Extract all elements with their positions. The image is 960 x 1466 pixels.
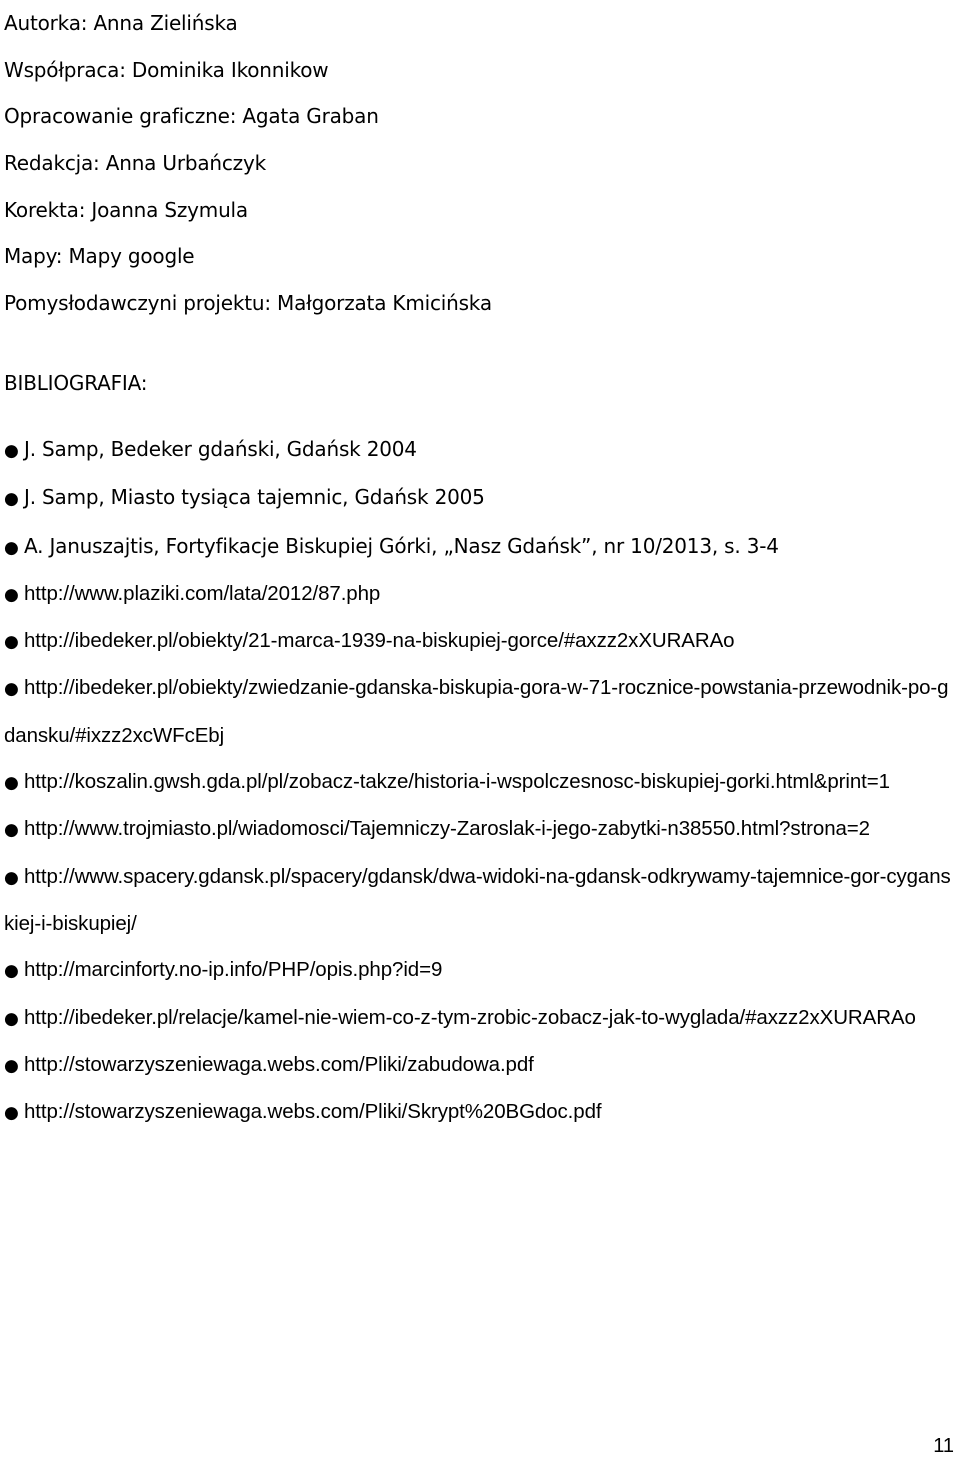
bibliography-item — [4, 854, 954, 948]
bibliography-url[interactable]: http://koszalin.gwsh.gda.pl/pl/zobacz-takze/historia-i-wspolczesnosc-biskupiej-gorki.html&print=1 — [24, 770, 890, 794]
bullet-icon: ● — [4, 441, 19, 461]
credit-maps: Mapy: Mapy google — [4, 244, 195, 269]
bullet-icon: ● — [4, 961, 19, 982]
bullet-icon: ● — [4, 1103, 19, 1124]
bibliography-item — [4, 523, 954, 571]
credit-author: Autorka: Anna Zielińska — [4, 11, 238, 35]
bibliography-entry-text: J. Samp, Bedeker gdański, Gdańsk 2004 — [24, 437, 417, 461]
bullet-icon: ● — [4, 820, 19, 841]
bullet-icon: ● — [4, 867, 19, 888]
credit-collaboration: Współpraca: Dominika Ikonnikow — [4, 57, 329, 82]
bibliography-item — [4, 995, 954, 1042]
bibliography-item — [4, 618, 954, 665]
bibliography-url[interactable]: http://www.spacery.gdansk.pl/spacery/gdansk/dwa-widoki-na-gdansk-odkrywamy-tajemnice-gor-cyganskiej-i-biskupiej/ — [4, 864, 951, 935]
bibliography-url[interactable]: http://ibedeker.pl/obiekty/21-marca-1939-na-biskupiej-gorce/#axzz2xXURARAo — [24, 629, 735, 653]
bibliography-item — [4, 806, 954, 853]
bullet-icon: ● — [4, 537, 19, 558]
bibliography-heading: BIBLIOGRAFIA: — [4, 371, 148, 395]
bibliography-url[interactable]: http://www.trojmiasto.pl/wiadomosci/Tajemniczy-Zaroslak-i-jego-zabytki-n38550.html?strona=2 — [24, 817, 870, 841]
bullet-icon: ● — [4, 679, 19, 700]
bibliography-item — [4, 1089, 954, 1136]
bibliography-list — [4, 426, 954, 1136]
credit-graphic-design: Opracowanie graficzne: Agata Graban — [4, 104, 379, 129]
bibliography-item — [4, 665, 954, 759]
bibliography-item — [4, 474, 954, 522]
bullet-icon: ● — [4, 489, 19, 510]
credit-proofreading: Korekta: Joanna Szymula — [4, 197, 248, 222]
bibliography-entry-text: A. Januszajtis, Fortyfikacje Biskupiej Górki, „Nasz Gdańsk”, nr 10/2013, s. 3-4 — [24, 533, 779, 558]
bibliography-url[interactable]: http://stowarzyszeniewaga.webs.com/Pliki/Skrypt%20BGdoc.pdf — [24, 1100, 602, 1124]
bibliography-item — [4, 947, 954, 994]
credit-editor: Redakcja: Anna Urbańczyk — [4, 151, 266, 176]
bibliography-entry-text: J. Samp, Miasto tysiąca tajemnic, Gdańsk 2005 — [24, 485, 485, 510]
page-number: 11 — [933, 1435, 954, 1457]
bibliography-url[interactable]: http://ibedeker.pl/obiekty/zwiedzanie-gdanska-biskupia-gora-w-71-rocznice-powstania-przewodnik-po-gdansku/#ixzz2xcWFcEbj — [4, 676, 949, 747]
bibliography-item — [4, 759, 954, 806]
bullet-icon: ● — [4, 632, 19, 653]
credits-list — [4, 0, 492, 327]
bibliography-item — [4, 571, 954, 618]
bibliography-url[interactable]: http://ibedeker.pl/relacje/kamel-nie-wiem-co-z-tym-zrobic-zobacz-jak-to-wyglada/#axzz2xXURARAo — [24, 1005, 916, 1029]
bibliography-item — [4, 1042, 954, 1089]
bibliography-url[interactable]: http://www.plaziki.com/lata/2012/87.php — [24, 581, 381, 605]
bullet-icon: ● — [4, 773, 19, 794]
bibliography-url[interactable]: http://marcinforty.no-ip.info/PHP/opis.php?id=9 — [24, 958, 443, 982]
bullet-icon: ● — [4, 584, 19, 605]
bibliography-url[interactable]: http://stowarzyszeniewaga.webs.com/Pliki/zabudowa.pdf — [24, 1052, 534, 1076]
credit-project-originator: Pomysłodawczyni projektu: Małgorzata Kmicińska — [4, 291, 492, 316]
bibliography-item — [4, 426, 954, 474]
bullet-icon: ● — [4, 1008, 19, 1029]
bullet-icon: ● — [4, 1055, 19, 1076]
